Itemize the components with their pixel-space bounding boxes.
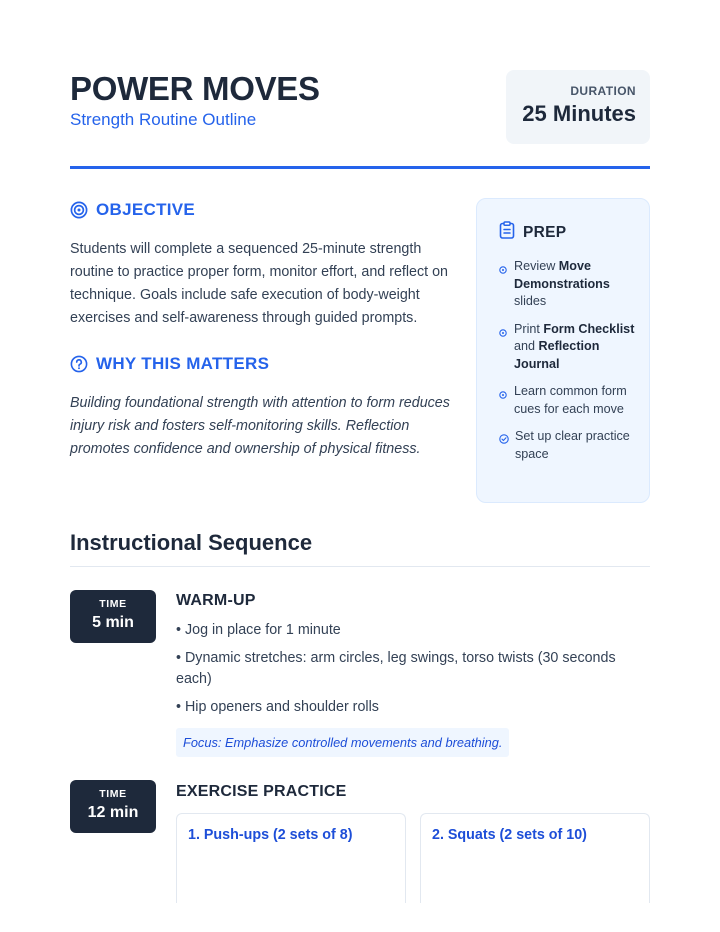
page-subtitle: Strength Routine Outline [70, 110, 257, 129]
time-badge [70, 590, 156, 643]
time-value: 5 min [92, 614, 134, 631]
time-badge [70, 780, 156, 833]
sequence-divider [70, 566, 650, 567]
circle-bullet-icon [499, 262, 508, 311]
warmup-step [176, 592, 650, 757]
list-item: • Jog in place for 1 minute [176, 622, 341, 638]
why-heading-label: WHY THIS MATTERS [96, 354, 270, 373]
step-title: WARM-UP [176, 592, 256, 609]
header-divider [70, 166, 650, 169]
prep-panel [476, 198, 650, 503]
target-icon [70, 201, 88, 219]
list-item: Set up clear practice space [499, 428, 635, 463]
main-column [70, 198, 450, 461]
step-list [176, 620, 650, 718]
check-circle-icon [499, 432, 509, 463]
page-title: POWER MOVES [70, 70, 320, 107]
step-title: EXERCISE PRACTICE [176, 783, 347, 800]
prep-heading [499, 221, 635, 244]
list-item: • Hip openers and shoulder rolls [176, 699, 379, 715]
page-header [70, 70, 650, 150]
list-item: • Dynamic stretches: arm circles, leg swings, torso twists (30 seconds each) [176, 650, 616, 687]
time-value: 12 min [87, 804, 139, 821]
exercise-card-title: 1. Push-ups (2 sets of 8) [188, 827, 353, 843]
circle-bullet-icon [499, 387, 508, 418]
exercise-step [176, 783, 650, 903]
exercise-card [176, 813, 406, 903]
sequence-title: Instructional Sequence [70, 530, 313, 555]
circle-bullet-icon [499, 325, 508, 374]
list-item: Learn common form cues for each move [499, 383, 635, 418]
time-label: TIME [99, 788, 127, 800]
list-item: Review Move Demonstrations slides [499, 258, 635, 311]
exercise-cards [176, 813, 650, 903]
question-circle-icon [70, 355, 88, 373]
why-heading [70, 352, 450, 376]
focus-note: Focus: Emphasize controlled movements and breathing. [176, 728, 509, 757]
objective-text: Students will complete a sequenced 25-minute strength routine to practice proper form, monitor effort, and reflect on technique. Goals include safe execution of body-weight exercises and self-awareness through guided prompts. [70, 241, 448, 326]
clipboard-icon [499, 221, 515, 244]
list-item: Print Form Checklist and Reflection Journal [499, 321, 635, 374]
exercise-card [420, 813, 650, 903]
why-text: Building foundational strength with attention to form reduces injury risk and fosters self-monitoring skills. Reflection promotes confidence and ownership of physical fitness. [70, 395, 450, 457]
objective-heading-label: OBJECTIVE [96, 200, 196, 219]
time-label: TIME [99, 598, 127, 610]
prep-heading-label: PREP [523, 223, 567, 241]
duration-label: DURATION [570, 84, 636, 98]
prep-list [499, 258, 635, 463]
duration-box [506, 70, 650, 144]
duration-value: 25 Minutes [522, 101, 636, 126]
objective-heading [70, 198, 450, 222]
exercise-card-title: 2. Squats (2 sets of 10) [432, 827, 587, 843]
